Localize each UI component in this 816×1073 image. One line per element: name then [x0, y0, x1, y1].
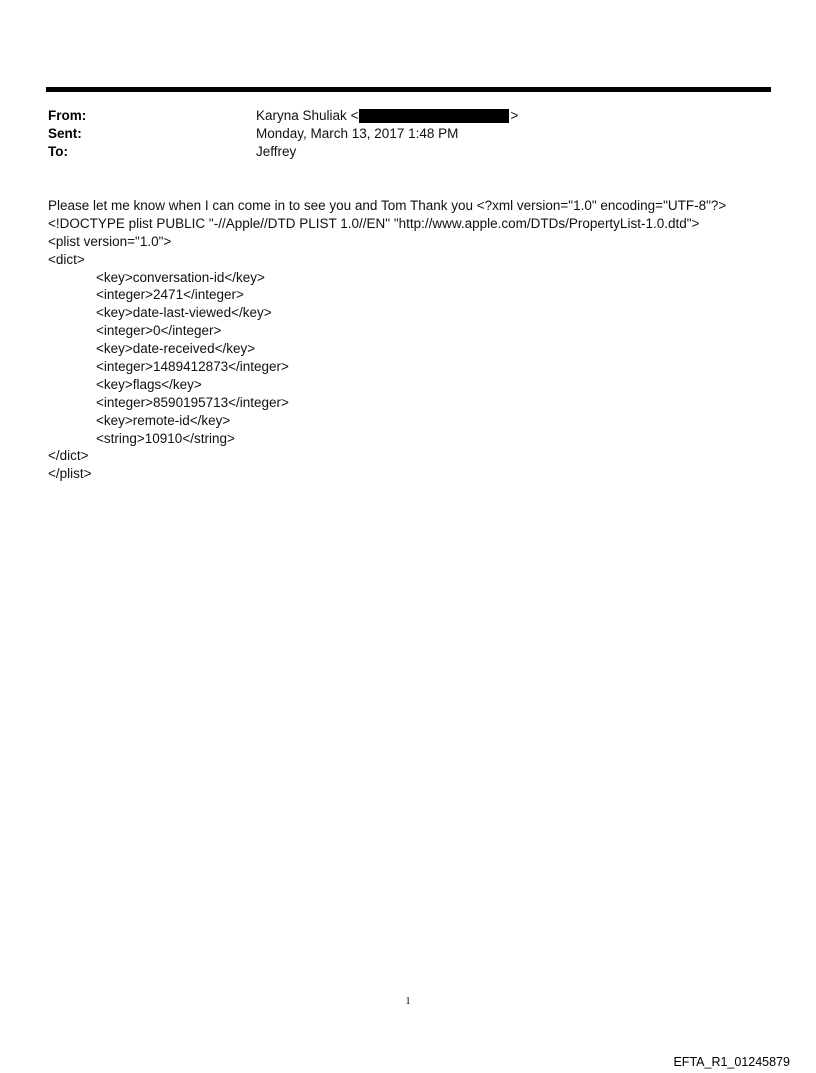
dict-entry: <integer>8590195713</integer>	[96, 394, 289, 410]
dict-entry: <integer>1489412873</integer>	[96, 359, 289, 375]
sender-open-bracket: <	[350, 108, 359, 123]
dict-close-line: </dict>	[48, 448, 89, 464]
sent-value: Monday, March 13, 2017 1:48 PM	[256, 126, 459, 141]
dict-entry: <integer>0</integer>	[96, 323, 222, 339]
to-label: To:	[48, 144, 68, 159]
doctype-line: <!DOCTYPE plist PUBLIC "-//Apple//DTD PLIST 1.0//EN" "http://www.apple.com/DTDs/PropertyList-1.0.dtd">	[48, 215, 700, 231]
to-row	[48, 143, 748, 161]
document-id: EFTA_R1_01245879	[673, 1055, 790, 1069]
email-header	[48, 107, 748, 161]
plist-open-line: <plist version="1.0">	[48, 233, 172, 249]
page-number: 1	[405, 995, 411, 1007]
email-body	[48, 197, 788, 483]
dict-open-line: <dict>	[48, 251, 85, 267]
dict-entry: <key>date-received</key>	[96, 341, 256, 357]
to-value: Jeffrey	[256, 144, 297, 159]
from-value	[256, 107, 748, 125]
sent-row	[48, 125, 748, 143]
dict-entry: <key>conversation-id</key>	[96, 269, 265, 285]
body-line: Please let me know when I can come in to see you and Tom Thank you <?xml version="1.0" encoding="UTF-8"?>	[48, 198, 727, 213]
dict-entry: <key>remote-id</key>	[96, 412, 231, 428]
redaction-bar	[359, 109, 509, 123]
plist-close-line: </plist>	[48, 466, 92, 482]
dict-entry: <key>flags</key>	[96, 376, 202, 392]
from-label: From:	[48, 108, 87, 123]
dict-entry: <key>date-last-viewed</key>	[96, 305, 272, 321]
dict-entry: <integer>2471</integer>	[96, 287, 244, 303]
dict-entry: <string>10910</string>	[96, 430, 235, 446]
sent-label: Sent:	[48, 126, 82, 141]
sender-name: Karyna Shuliak	[256, 108, 347, 123]
header-rule	[46, 87, 771, 92]
from-row	[48, 107, 748, 125]
sender-close-bracket: >	[510, 108, 519, 123]
